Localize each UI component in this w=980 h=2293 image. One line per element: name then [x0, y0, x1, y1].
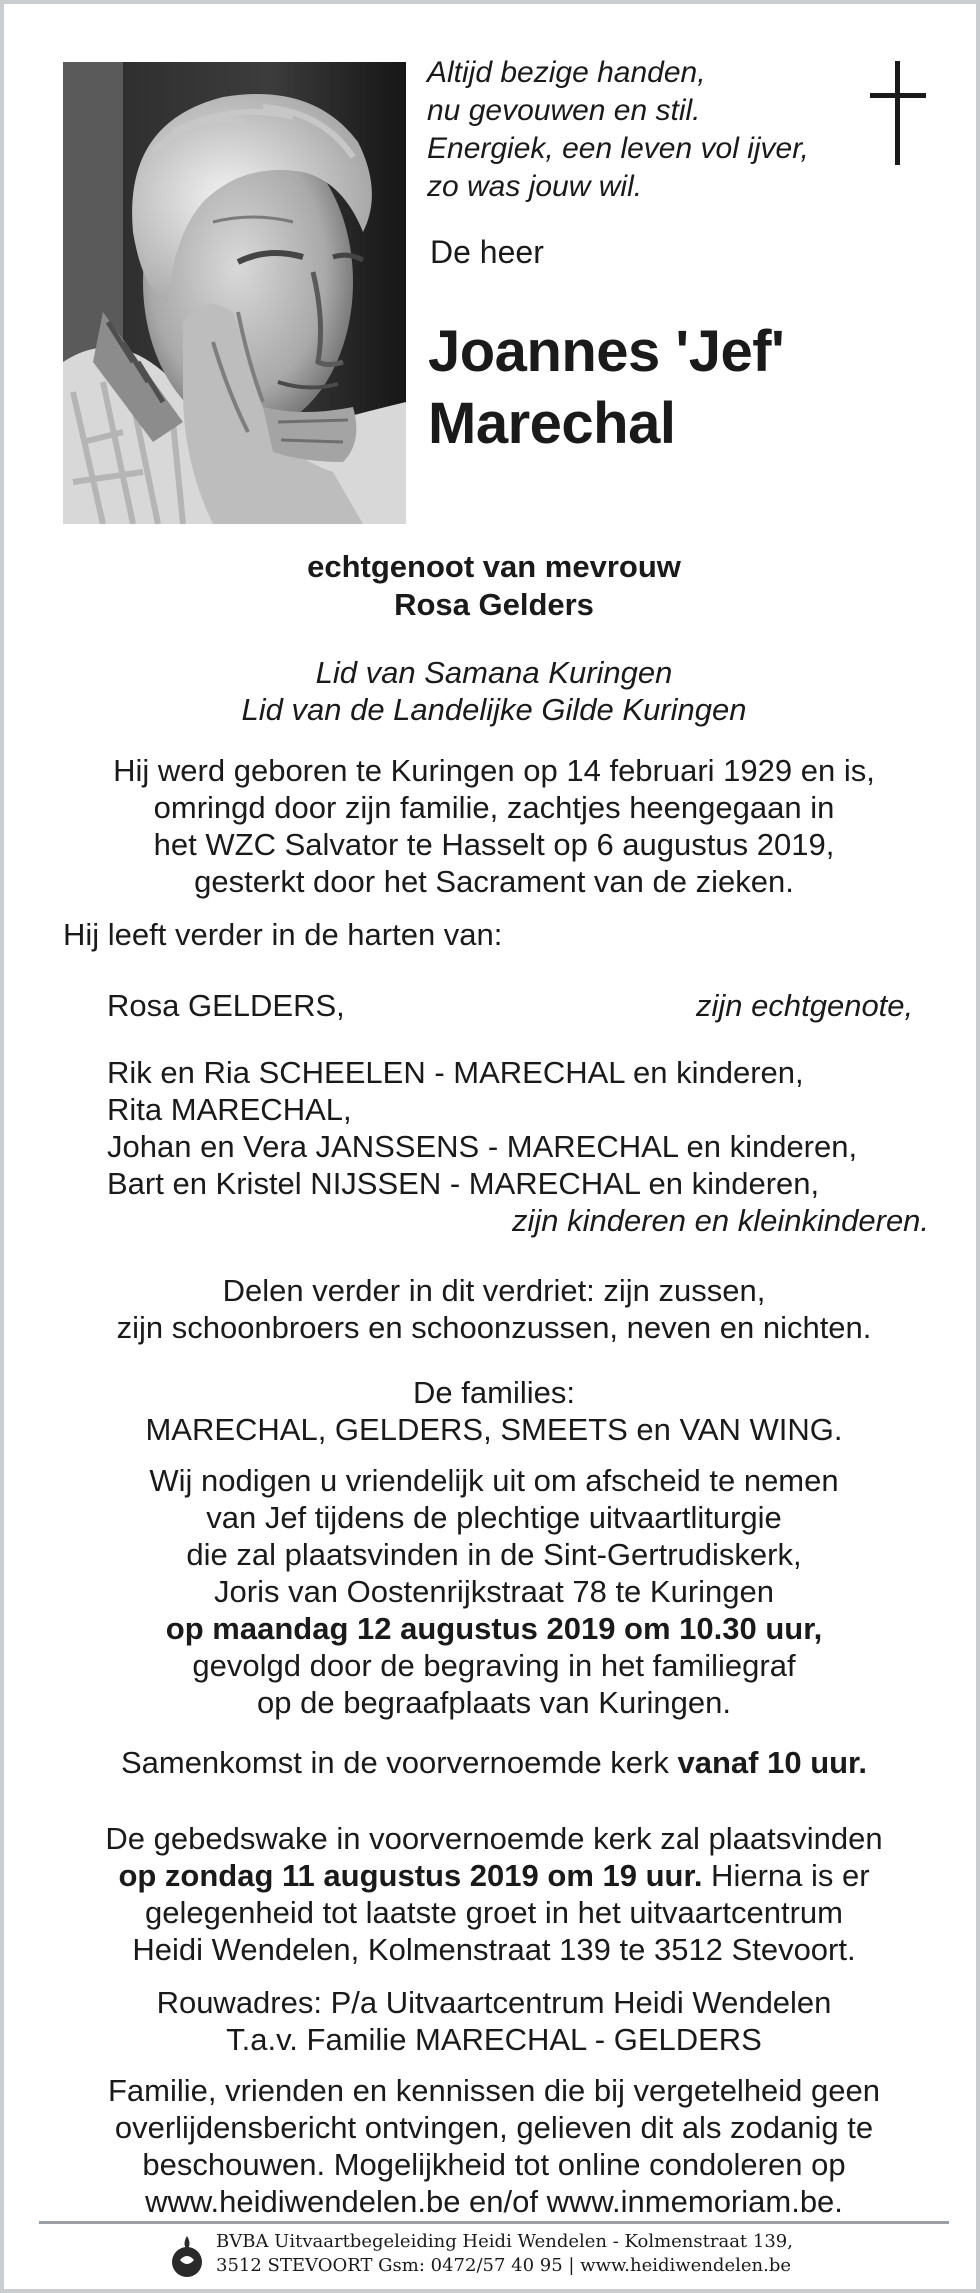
deceased-name: [428, 316, 784, 460]
gathering: [44, 1744, 944, 1781]
text-line: omringd door zijn familie, zachtjes heengegaan in: [153, 790, 835, 825]
footer-divider: [39, 2221, 949, 2224]
spouse-line: echtgenoot van mevrouw: [307, 549, 681, 584]
text-line: gevolgd door de begraving in het familiegraf: [192, 1648, 796, 1683]
poem-line: Altijd bezige handen,: [427, 56, 706, 89]
text-line: Hij werd geboren te Kuringen op 14 februari 1929 en is,: [113, 753, 875, 788]
children-role: zijn kinderen en kleinkinderen.: [512, 1203, 930, 1238]
funeral-home-info: [216, 2230, 793, 2278]
mourning-address: [44, 1984, 944, 2058]
text-line: beschouwen. Mogelijkheid tot online condoleren op: [142, 2147, 846, 2182]
wife-role: zijn echtgenote,: [696, 988, 914, 1023]
vigil-date: op zondag 11 augustus 2019 om 19 uur.: [118, 1858, 703, 1893]
footer-line: BVBA Uitvaartbegeleiding Heidi Wendelen - Kolmenstraat 139,: [216, 2231, 793, 2252]
portrait-photo: [63, 62, 406, 524]
child-entry: Johan en Vera JANSSENS - MARECHAL en kinderen,: [107, 1129, 858, 1164]
text-line: MARECHAL, GELDERS, SMEETS en VAN WING.: [145, 1412, 843, 1447]
text-line: www.heidiwendelen.be en/of www.inmemoriam.be.: [145, 2184, 843, 2219]
poem-line: zo was jouw wil.: [427, 170, 643, 203]
text-line: T.a.v. Familie MARECHAL - GELDERS: [226, 2022, 762, 2057]
text-line: gelegenheid tot laatste groet in het uitvaartcentrum: [145, 1895, 843, 1930]
funeral-date: op maandag 12 augustus 2019 om 10.30 uur,: [165, 1611, 823, 1646]
spouse-block: [44, 548, 944, 624]
text-line: het WZC Salvator te Hasselt op 6 augustus 2019,: [153, 827, 835, 862]
notice: [44, 2072, 944, 2220]
child-entry: Bart en Kristel NIJSSEN - MARECHAL en kinderen,: [107, 1166, 820, 1201]
text-line: Delen verder in dit verdriet: zijn zussen,: [222, 1273, 766, 1308]
lives-on-heading: Hij leeft verder in de harten van:: [63, 917, 503, 952]
grief-text: [44, 1272, 944, 1346]
name-line: Joannes 'Jef': [428, 319, 785, 384]
funeral-home-logo-icon: [170, 2234, 204, 2278]
membership-item: Lid van Samana Kuringen: [315, 655, 673, 690]
memberships: [44, 654, 944, 728]
birth-text: [44, 752, 944, 900]
gathering-text: Samenkomst in de voorvernoemde kerk: [120, 1745, 678, 1780]
spouse-name: Rosa Gelders: [394, 587, 594, 622]
text-line: zijn schoonbroers en schoonzussen, neven en nichten.: [116, 1310, 872, 1345]
cross-icon: [870, 61, 926, 165]
poem-line: Energiek, een leven vol ijver,: [427, 132, 809, 165]
footer-line: 3512 STEVOORT Gsm: 0472/57 40 95 | www.heidiwendelen.be: [216, 2255, 791, 2276]
children-list: [107, 1054, 857, 1202]
vigil: [44, 1820, 944, 1968]
title-prefix: De heer: [430, 234, 544, 270]
text-line: gesterkt door het Sacrament van de zieken.: [194, 864, 794, 899]
portrait-illustration: [63, 62, 406, 524]
text-line: Heidi Wendelen, Kolmenstraat 139 te 3512 Stevoort.: [132, 1932, 856, 1967]
text-line: Wij nodigen u vriendelijk uit om afscheid te nemen: [149, 1463, 839, 1498]
text-line: Rouwadres: P/a Uitvaartcentrum Heidi Wendelen: [156, 1985, 832, 2020]
poem-line: nu gevouwen en stil.: [427, 94, 701, 127]
text-line: van Jef tijdens de plechtige uitvaartliturgie: [206, 1500, 782, 1535]
families: [44, 1374, 944, 1448]
membership-item: Lid van de Landelijke Gilde Kuringen: [241, 692, 747, 727]
text-line: Familie, vrienden en kennissen die bij vergetelheid geen: [107, 2073, 881, 2108]
child-entry: Rita MARECHAL,: [107, 1092, 352, 1127]
name-line: Marechal: [428, 391, 676, 456]
wife-name: Rosa GELDERS,: [107, 988, 345, 1023]
text-line: Joris van Oostenrijkstraat 78 te Kuringen: [214, 1574, 774, 1609]
child-entry: Rik en Ria SCHEELEN - MARECHAL en kinderen,: [107, 1055, 804, 1090]
poem: [427, 54, 809, 206]
invitation: [44, 1462, 944, 1721]
text-line: De families:: [413, 1375, 575, 1410]
text-line: op de begraafplaats van Kuringen.: [257, 1685, 731, 1720]
gathering-time: vanaf 10 uur.: [677, 1745, 868, 1780]
text-line: die zal plaatsvinden in de Sint-Gertrudiskerk,: [186, 1537, 802, 1572]
text-line: De gebedswake in voorvernoemde kerk zal plaatsvinden: [105, 1821, 883, 1856]
text-line: Hierna is er: [702, 1858, 870, 1893]
text-line: overlijdensbericht ontvingen, gelieven dit als zodanig te: [114, 2110, 874, 2145]
